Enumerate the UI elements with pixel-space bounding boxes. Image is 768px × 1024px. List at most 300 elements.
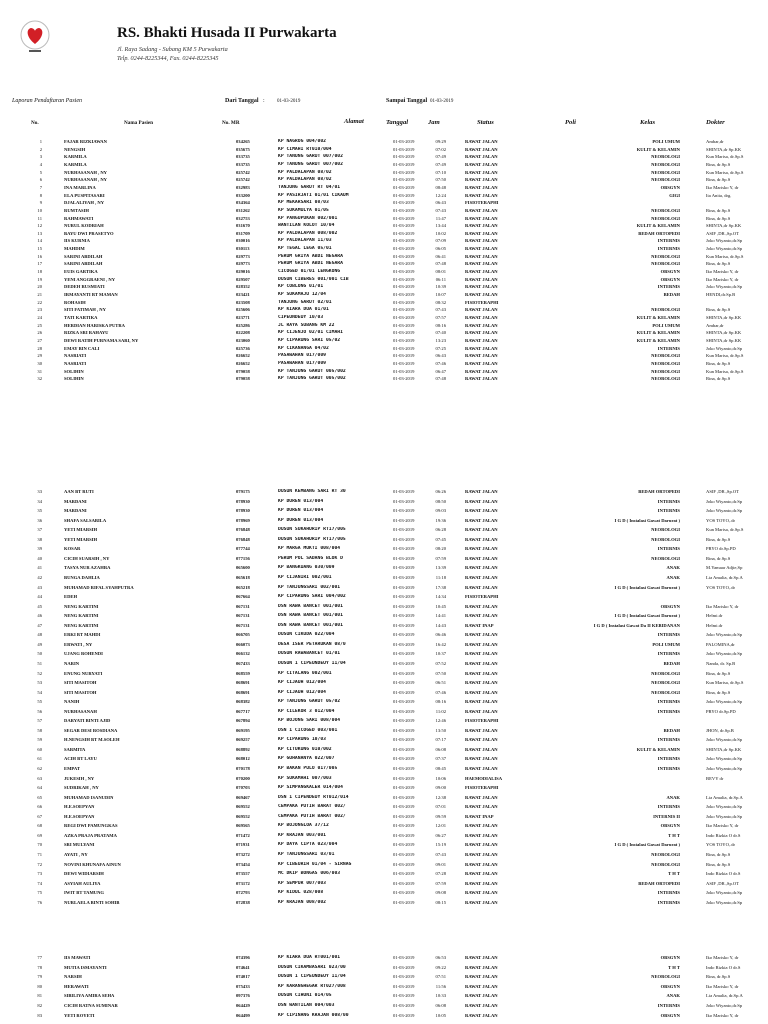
mr-number: 031670 <box>236 223 250 229</box>
doctor: Rina, dr.Sp.S <box>706 861 731 867</box>
status: RAWAT JALAN <box>465 322 498 328</box>
visit-date: 01-03-2019 <box>393 508 415 514</box>
row-no: 72 <box>37 861 42 867</box>
status: RAWAT JALAN <box>465 823 498 829</box>
address: KP DUREN 013/004 <box>278 508 324 514</box>
visit-date: 01-03-2019 <box>393 708 415 714</box>
patient-name: HERDIAN HARISKA PUTRA <box>64 322 126 328</box>
status: RAWAT JALAN <box>465 207 498 213</box>
table-row <box>0 871 768 880</box>
patient-name: SARMITA <box>64 746 86 752</box>
table-row <box>0 965 768 974</box>
address: DUSUN SUKAHURIP RT17/005 <box>278 536 346 542</box>
col-address: Alamat <box>344 118 364 125</box>
poli: NEOROLOGI <box>651 169 680 175</box>
table-row <box>0 680 768 689</box>
address: KP CITALANG 002/001 <box>278 670 332 676</box>
doctor: ASIF ,DR.,Sp.OT <box>706 489 740 494</box>
patient-name: H.NENGSIH BT M.SOLEH <box>64 737 120 743</box>
patient-name: EMAY BIN CALI <box>64 345 100 351</box>
doctor: Rina, dr.Sp.S <box>706 376 731 382</box>
table-row <box>0 974 768 983</box>
status: RAWAT JALAN <box>465 330 498 336</box>
table-row <box>0 376 768 385</box>
poli: T H T <box>668 964 680 970</box>
row-no: 54 <box>37 689 42 695</box>
doctor: Lia Amalia, dr.Sp.A <box>706 794 743 800</box>
table-row <box>0 661 768 670</box>
address: KP KRAJAN 008/002 <box>278 899 326 905</box>
row-no: 21 <box>37 292 42 297</box>
address: KP CIPINANG KRAJAN 008/00 <box>278 1012 349 1018</box>
row-no: 30 <box>37 360 42 366</box>
status: RAWAT JALAN <box>465 964 498 970</box>
visit-date: 01-03-2019 <box>393 651 415 657</box>
table-row <box>0 984 768 993</box>
mr-number: 034265 <box>236 139 250 144</box>
visit-time: 08:16 <box>435 699 446 705</box>
doctor: Iko Marisko Y, dr <box>706 184 739 190</box>
poli: NEOROLOGI <box>651 536 680 542</box>
status: RAWAT JALAN <box>465 575 498 580</box>
mr-number: 025742 <box>236 177 250 183</box>
address: KP TANJUNG GARUT 05/02 <box>278 699 341 705</box>
poli: NEOROLOGI <box>651 353 680 359</box>
row-no: 56 <box>37 708 42 714</box>
visit-time: 07:17 <box>435 737 446 743</box>
visit-date: 01-03-2019 <box>393 330 415 336</box>
address: KP COBLONG 01/01 <box>278 284 324 290</box>
poli: NEOROLOGI <box>651 689 680 695</box>
visit-time: 09:01 <box>435 861 446 867</box>
status: FISIOTERAPHI <box>465 200 499 206</box>
row-no: 2 <box>39 146 42 152</box>
patient-name: NURHASANAH <box>64 708 97 714</box>
patient-name: IIS KURNIA <box>64 238 90 244</box>
address: DESA ISER PETARUKAN 08/0 <box>278 641 346 647</box>
mr-number: 068012 <box>236 756 250 762</box>
mr-number: 078969 <box>236 517 250 523</box>
visit-time: 11:56 <box>435 983 446 989</box>
status: RAWAT JALAN <box>465 880 498 886</box>
visit-date: 01-03-2019 <box>393 353 415 359</box>
row-no: 50 <box>37 651 42 657</box>
mr-number: 074641 <box>236 964 250 970</box>
doctor: ASIF ,DR.,Sp.OT <box>706 230 740 236</box>
doctor: SHINTA,dr Sp.KK <box>706 315 742 320</box>
address: KP CIPARUNG SARI 004/002 <box>278 594 346 599</box>
row-no: 48 <box>37 632 42 638</box>
status: RAWAT JALAN <box>465 603 498 609</box>
doctor: Joko Wiyanto,dr.Sp <box>706 246 743 252</box>
patient-name: NURHASANAH , NY <box>64 169 108 175</box>
visit-date: 01-03-2019 <box>393 315 415 320</box>
address: PASAWAHAN 017/009 <box>278 360 326 366</box>
doctor: SHINTA,dr Sp.KK <box>706 337 742 343</box>
row-no: 55 <box>37 699 42 705</box>
table-row <box>0 766 768 775</box>
doctor: Joko Wiyanto,dr.Sp <box>706 890 743 896</box>
visit-time: 07:48 <box>435 376 446 382</box>
address: DUSUN 1 CIPEUNDEUY 11/04 <box>278 974 346 980</box>
mr-number: 074017 <box>236 974 250 980</box>
poli: T H T <box>668 871 680 876</box>
status: RAWAT JALAN <box>465 276 498 282</box>
patient-name: NURHASANAH , NY <box>64 177 108 183</box>
visit-date: 01-03-2019 <box>393 641 415 647</box>
address: KP CILEKOR 3 012/004 <box>278 708 335 714</box>
poli: BEDAH ORTOPEDI <box>638 230 680 236</box>
mr-number: 076848 <box>236 536 250 542</box>
doctor: Rina, dr.Sp.S <box>706 536 731 542</box>
doctor: Rina, dr.Sp.S <box>706 555 731 561</box>
visit-time: 07:28 <box>435 871 446 876</box>
table-row <box>0 842 768 851</box>
mr-number: 033735 <box>236 161 250 167</box>
visit-date: 01-03-2019 <box>393 345 415 351</box>
visit-date: 01-03-2019 <box>393 964 415 970</box>
poli: I G D ( Instalasi Gawat Darurat ) <box>614 613 680 619</box>
address: KP TEGAL LEGA 05/01 <box>278 246 332 252</box>
visit-date: 01-03-2019 <box>393 594 415 599</box>
address: KP CIMAHI RT010/004 <box>278 146 332 152</box>
patient-name: SOLIHIN <box>64 368 84 374</box>
poli: INTERNIS <box>657 546 680 552</box>
doctor: Joko Wiyanto,dr.Sp <box>706 737 743 743</box>
patient-name: DJALALIYAH , NY <box>64 200 105 206</box>
visit-date: 01-03-2019 <box>393 269 415 275</box>
mr-number: 066073 <box>236 641 250 647</box>
address: DSN 1 CIPENDEUY RT012/014 <box>278 794 349 800</box>
row-no: 78 <box>37 964 42 970</box>
address: KP PALDALAPAN 08/02 <box>278 169 332 175</box>
status: RAWAT INAP <box>465 813 494 819</box>
visit-time: 10:45 <box>435 603 446 609</box>
patient-name: CICIH RATNA SUMINAR <box>64 1003 118 1008</box>
visit-date: 01-03-2019 <box>393 517 415 523</box>
address: KP TANUNG GARUT 007/002 <box>278 161 343 167</box>
poli: I G D ( Instalasi Gawat Darurat ) <box>614 842 680 848</box>
patient-name: TATI KARTIKA <box>64 315 98 320</box>
status: FISIOTERAPHI <box>465 718 499 724</box>
poli: NEOROLOGI <box>651 861 680 867</box>
visit-date: 01-03-2019 <box>393 871 415 876</box>
table-row <box>0 776 768 785</box>
status: RAWAT JALAN <box>465 238 498 244</box>
table-row <box>0 890 768 899</box>
poli: I G D ( Instalasi Gawat Da II KEBIDANAN <box>593 622 680 628</box>
table-row <box>0 671 768 680</box>
mr-number: 068559 <box>236 670 250 676</box>
from-value: 01-03-2019 <box>277 99 301 104</box>
visit-time: 07:50 <box>435 670 446 676</box>
address: PERUM GRIYA ABDI NEGARA <box>278 261 343 267</box>
poli: OBSGYN <box>660 983 680 989</box>
address: KP TANJUNGSARI 002/001 <box>278 584 341 590</box>
patient-name: H.E.SOEPYAN <box>64 804 95 810</box>
mr-number: 069552 <box>236 804 250 810</box>
address: DUSUN CIKAMBASARI 023/00 <box>278 964 346 970</box>
mr-number: 075433 <box>236 983 250 989</box>
doctor: Kun Marisa, dr.Sp.S <box>706 368 744 374</box>
poli: OBSGYN <box>660 1012 680 1018</box>
visit-date: 01-03-2019 <box>393 276 415 282</box>
address: KP BOJONGLOA 37/12 <box>278 823 329 829</box>
visit-time: 06:27 <box>435 832 446 838</box>
doctor: Joko Wiyanto,dr.Sp <box>706 345 743 351</box>
poli: T H T <box>668 832 680 838</box>
status: RAWAT JALAN <box>465 974 498 980</box>
doctor: Iko Marisko Y, dr <box>706 603 739 609</box>
table-row <box>0 623 768 632</box>
visit-time: 11:18 <box>435 575 446 580</box>
visit-time: 07:45 <box>435 536 446 542</box>
doctor: SHINTA,dr Sp.KK <box>706 330 742 336</box>
status: RAWAT JALAN <box>465 670 498 676</box>
mr-number: 074396 <box>236 955 250 960</box>
poli: OBSGYN <box>660 276 680 282</box>
doctor: Iko Marisko Y, dr <box>706 983 739 989</box>
visit-date: 01-03-2019 <box>393 718 415 724</box>
patient-name: REGI DWI PAMUNGKAS <box>64 823 118 829</box>
poli: BEDAH ORTOPEDI <box>638 489 680 494</box>
mr-number: 077156 <box>236 555 250 561</box>
patient-name: KARMILA <box>64 154 87 160</box>
doctor: Kun Marisa, dr.Sp.S <box>706 353 744 359</box>
visit-date: 01-03-2019 <box>393 632 415 638</box>
visit-time: 09:03 <box>435 508 446 514</box>
col-status: Status <box>477 119 494 126</box>
visit-time: 06:51 <box>435 680 446 685</box>
visit-date: 01-03-2019 <box>393 832 415 838</box>
status: RAWAT JALAN <box>465 632 498 638</box>
visit-date: 01-03-2019 <box>393 223 415 229</box>
doctor: JHON, dr.Sp.B <box>706 727 734 733</box>
poli: NEOROLOGI <box>651 680 680 685</box>
patient-name: RUMTASIH <box>64 207 89 213</box>
visit-date: 01-03-2019 <box>393 613 415 619</box>
poli: INTERNIS <box>657 699 680 705</box>
status: RAWAT JALAN <box>465 508 498 514</box>
address: KP KRAJAN 003/001 <box>278 832 326 838</box>
address: KP SEMPUR 007/003 <box>278 880 326 886</box>
address: KP KIARA DUA 01/01 <box>278 307 329 313</box>
table-row <box>0 881 768 890</box>
visit-date: 01-03-2019 <box>393 192 415 198</box>
patient-name: ASYIAH AULIYA <box>64 880 101 886</box>
visit-date: 01-03-2019 <box>393 230 415 236</box>
table-row <box>0 699 768 708</box>
doctor: SHINTA,dr Sp.KK <box>706 146 742 152</box>
poli: KULIT & KELAMIN <box>636 330 680 336</box>
doctor: Rina, dr.Sp.S <box>706 215 731 221</box>
row-no: 28 <box>37 345 42 351</box>
poli: INTERNIS <box>657 804 680 810</box>
address: CEMPAKA PUTIH BARAT 002/ <box>278 804 346 810</box>
visit-time: 12:46 <box>435 718 446 724</box>
doctor: Ambar,dr <box>706 139 724 144</box>
address: PERUM POL SADANG BLOK D <box>278 555 343 561</box>
address: KP PALDALAPAN 08/02 <box>278 177 332 183</box>
row-no: 26 <box>37 330 42 336</box>
patient-name: NENG KARTINI <box>64 603 99 609</box>
visit-date: 01-03-2019 <box>393 689 415 695</box>
table-row <box>0 585 768 594</box>
patient-name: SITI FATIMAH , NY <box>64 307 106 313</box>
table-row <box>0 862 768 871</box>
patient-name: ROHASIH <box>64 299 86 305</box>
patient-name: NENGSIH <box>64 146 86 152</box>
doctor: Joko Wiyanto,dr.Sp <box>706 699 743 705</box>
row-no: 5 <box>39 169 42 175</box>
status: RAWAT JALAN <box>465 169 498 175</box>
visit-time: 08:16 <box>435 322 446 328</box>
visit-time: 08:01 <box>435 269 446 275</box>
poli: BEDAH ORTOPEDI <box>638 880 680 886</box>
status: RAWAT INAP <box>465 622 494 628</box>
status: FISIOTERAPHI <box>465 594 499 599</box>
patient-name: NENG KARTINI <box>64 613 99 619</box>
visit-time: 08:32 <box>435 299 446 305</box>
row-no: 23 <box>37 307 42 313</box>
status: RAWAT JALAN <box>465 353 498 359</box>
address: KP DAYA CIPTA 023/004 <box>278 842 338 848</box>
visit-time: 12:38 <box>435 794 446 800</box>
doctor: Kun Marisa, dr.Sp.S <box>706 527 744 533</box>
status: RAWAT JALAN <box>465 737 498 743</box>
address: KP PANGUPUKAN 002/001 <box>278 215 338 221</box>
row-no: 1 <box>39 139 42 144</box>
visit-date: 01-03-2019 <box>393 955 415 960</box>
doctor: Iko Marisko Y, dr <box>706 1012 739 1018</box>
visit-date: 01-03-2019 <box>393 565 415 571</box>
status: RAWAT JALAN <box>465 727 498 733</box>
doctor: YOS TOYO,.dr <box>706 517 736 523</box>
poli: POLI UMUM <box>652 641 680 647</box>
mr-number: 072838 <box>236 899 250 905</box>
visit-date: 01-03-2019 <box>393 527 415 533</box>
address: KP TANJUNG GARUT 005/002 <box>278 376 346 382</box>
address: KP CIJENJO 02/01 CIMAHI <box>278 330 343 336</box>
address: KP TANJUNGSARI 03/01 <box>278 851 335 857</box>
doctor: Rina, dr.Sp.S <box>706 689 731 695</box>
poli: NEOROLOGI <box>651 215 680 221</box>
visit-date: 01-03-2019 <box>393 546 415 552</box>
visit-date: 01-03-2019 <box>393 177 415 183</box>
poli: NEOROLOGI <box>651 376 680 382</box>
visit-time: 09:08 <box>435 890 446 896</box>
status: RAWAT JALAN <box>465 746 498 752</box>
visit-date: 01-03-2019 <box>393 322 415 328</box>
table-row <box>0 993 768 1002</box>
patient-name: UJANG ROHENDI <box>64 651 103 657</box>
table-row <box>0 737 768 746</box>
visit-time: 14:43 <box>435 622 446 628</box>
poli: NEOROLOGI <box>651 207 680 213</box>
address: KP BANGKUANG 030/009 <box>278 565 335 571</box>
status: RAWAT JALAN <box>465 269 498 275</box>
hospital-logo <box>20 20 50 54</box>
address: KP KIDUL 028/008 <box>278 890 324 896</box>
visit-date: 01-03-2019 <box>393 756 415 762</box>
mr-number: 067131 <box>236 613 250 619</box>
mr-number: 029016 <box>236 269 250 275</box>
status: HAEMODIALISA <box>465 775 503 781</box>
visit-time: 07:10 <box>435 169 446 175</box>
status: RAWAT JALAN <box>465 641 498 647</box>
poli: KULIT & KELAMIN <box>636 223 680 229</box>
doctor: PALOMINA,dr <box>706 641 735 647</box>
mr-number: 073557 <box>236 871 250 876</box>
mr-number: 033735 <box>236 154 250 160</box>
doctor: BEVY dr <box>706 775 724 781</box>
visit-time: 09:59 <box>435 813 446 819</box>
patient-name: SRI MULYANI <box>64 842 95 848</box>
patient-name: SOLIHIN <box>64 376 84 382</box>
poli: INTERNIS <box>657 284 680 290</box>
mr-number: 028352 <box>236 284 250 290</box>
poli: NEOROLOGI <box>651 154 680 160</box>
doctor: Iko Marisko Y, dr <box>706 955 739 960</box>
visit-time: 06:46 <box>435 632 446 638</box>
mr-number: 035675 <box>236 146 250 152</box>
hospital-name: RS. Bhakti Husada II Purwakarta <box>117 25 337 41</box>
status: RAWAT JALAN <box>465 651 498 657</box>
address: DUSUN 1 CIPEUNDEUY 11/04 <box>278 660 346 666</box>
row-no: 70 <box>37 842 42 848</box>
table-row <box>0 955 768 964</box>
col-doctor: Dokter <box>706 119 725 126</box>
status: RAWAT JALAN <box>465 284 498 290</box>
table-row <box>0 833 768 842</box>
status: RAWAT JALAN <box>465 498 498 504</box>
mr-number: 066132 <box>236 651 250 657</box>
visit-time: 09:00 <box>435 785 446 790</box>
poli: BEDAH <box>663 727 680 733</box>
patient-name: SHAFA SALSABILA <box>64 517 107 523</box>
status: RAWAT JALAN <box>465 555 498 561</box>
col-date: Tanggal <box>386 119 409 126</box>
doctor: Iko Marisko Y, dr <box>706 269 739 275</box>
address: KP PALDALAPAN 11/03 <box>278 238 332 244</box>
visit-time: 11:02 <box>435 708 446 714</box>
visit-date: 01-03-2019 <box>393 337 415 343</box>
mr-number: 022208 <box>236 330 250 336</box>
row-no: 73 <box>37 871 42 876</box>
row-no: 19 <box>37 276 42 282</box>
doctor: Joko Wiyanto,dr.Sp <box>706 238 743 244</box>
visit-time: 08:48 <box>435 184 446 190</box>
doctor: Joko Wiyanto,dr.Sp <box>706 1003 743 1008</box>
row-no: 77 <box>37 955 42 960</box>
poli: NEOROLOGI <box>651 253 680 259</box>
poli: INTERNIS <box>657 345 680 351</box>
poli: NEOROLOGI <box>651 161 680 167</box>
poli: INTERNIS <box>657 1003 680 1008</box>
visit-date: 01-03-2019 <box>393 575 415 580</box>
visit-time: 07:46 <box>435 360 446 366</box>
table-row <box>0 795 768 804</box>
visit-date: 01-03-2019 <box>393 584 415 590</box>
doctor: Joko Wiyanto,dr.Sp <box>706 899 743 905</box>
table-row <box>0 1013 768 1022</box>
visit-date: 01-03-2019 <box>393 794 415 800</box>
patient-name: ENUNG NURYATI <box>64 670 103 676</box>
poli: INTERNIS <box>657 766 680 771</box>
mr-number: 023771 <box>236 315 250 320</box>
table-row <box>0 518 768 527</box>
address: WANTILAN KOLOT 10/04 <box>278 223 335 229</box>
